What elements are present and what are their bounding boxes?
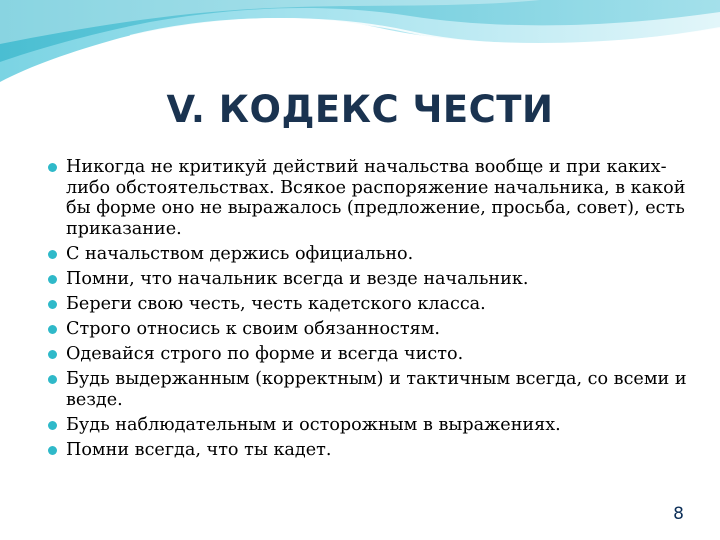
list-item-text: Никогда не критикуй действий начальства вообще и при каких-либо обстоятельствах. Всякое распоряжение начальника, в какой бы форме оно не выражалось (предложение, просьба, совет), есть приказание.: [66, 157, 686, 239]
bullet-dot-icon: [48, 275, 57, 284]
list-item-text: Будь выдержанным (корректным) и тактичным всегда, со всеми и везде.: [66, 369, 687, 410]
list-item: [48, 319, 688, 340]
bullet-list: [48, 157, 688, 465]
bullet-dot-icon: [48, 421, 57, 430]
bullet-dot-icon: [48, 446, 57, 455]
list-item: [48, 415, 688, 436]
bullet-dot-icon: [48, 250, 57, 259]
bullet-dot-icon: [48, 300, 57, 309]
list-item-text: Помни, что начальник всегда и везде начальник.: [66, 268, 529, 289]
bullet-dot-icon: [48, 163, 57, 172]
list-item: [48, 369, 688, 410]
list-item-text: С начальством держись официально.: [66, 243, 414, 264]
list-item: [48, 244, 688, 265]
list-item-text: Строго относись к своим обязанностям.: [66, 318, 441, 339]
slide-title: V. КОДЕКС ЧЕСТИ: [166, 88, 554, 131]
list-item: [48, 440, 688, 461]
list-item-text: Береги свою честь, честь кадетского класса.: [66, 293, 486, 314]
list-item-text: Будь наблюдательным и осторожным в выражениях.: [66, 414, 561, 435]
bullet-dot-icon: [48, 350, 57, 359]
list-item: [48, 269, 688, 290]
list-item: [48, 294, 688, 315]
list-item: [48, 157, 688, 239]
list-item-text: Одевайся строго по форме и всегда чисто.: [66, 343, 464, 364]
bullet-dot-icon: [48, 375, 57, 384]
list-item: [48, 344, 688, 365]
bullet-dot-icon: [48, 325, 57, 334]
list-item-text: Помни всегда, что ты кадет.: [66, 439, 332, 460]
page-number: 8: [673, 504, 684, 524]
